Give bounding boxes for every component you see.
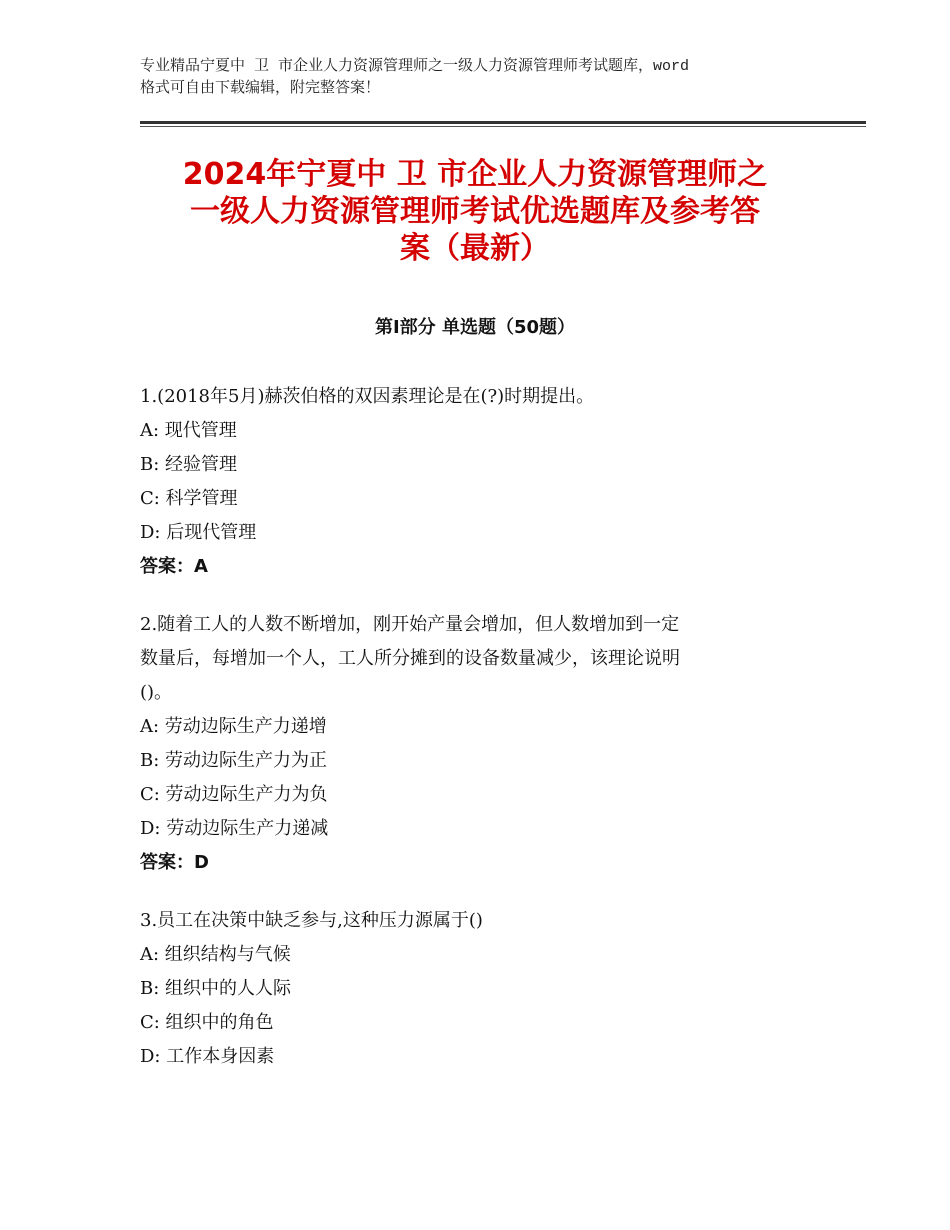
question-stem: 1.(2018年5月)赫茨伯格的双因素理论是在(?)时期提出。: [140, 386, 595, 407]
title-line: 2024年宁夏中 卫 市企业人力资源管理师之: [182, 157, 768, 192]
option-c: C: 科学管理: [140, 488, 238, 509]
title-line: 一级人力资源管理师考试优选题库及参考答: [190, 194, 760, 229]
question-stem: 3.员工在决策中缺乏参与,这种压力源属于(): [140, 910, 483, 931]
question-2: [140, 608, 820, 880]
question-stem: 2.随着工人的人数不断增加，刚开始产量会增加，但人数增加到一定: [140, 614, 680, 635]
answer-label: 答案：D: [140, 852, 209, 873]
question-stem: 数量后，每增加一个人，工人所分摊到的设备数量减少，该理论说明: [140, 648, 680, 669]
option-b: B: 劳动边际生产力为正: [140, 750, 328, 771]
header-divider: [140, 121, 866, 124]
option-a: A: 劳动边际生产力递增: [140, 716, 327, 737]
option-b: B: 经验管理: [140, 454, 238, 475]
question-3: [140, 904, 820, 1074]
option-c: C: 组织中的角色: [140, 1012, 274, 1033]
section-title: 第Ⅰ部分 单选题（50题）: [374, 317, 575, 338]
question-1: [140, 380, 820, 584]
header-note: [140, 56, 830, 100]
option-d: D: 工作本身因素: [140, 1046, 275, 1067]
option-c: C: 劳动边际生产力为负: [140, 784, 328, 805]
document-title: [120, 156, 830, 267]
answer-label: 答案：A: [140, 556, 208, 577]
title-line: 案（最新）: [400, 231, 550, 266]
option-b: B: 组织中的人人际: [140, 978, 292, 999]
header-note-line: 格式可自由下载编辑，附完整答案！: [140, 80, 381, 97]
question-list: [140, 380, 820, 1098]
option-a: A: 现代管理: [140, 420, 237, 441]
option-d: D: 劳动边际生产力递减: [140, 818, 329, 839]
question-stem: ()。: [140, 682, 173, 703]
option-a: A: 组织结构与气候: [140, 944, 291, 965]
header-note-line: 专业精品宁夏中 卫 市企业人力资源管理师之一级人力资源管理师考试题库，word: [140, 58, 690, 75]
option-d: D: 后现代管理: [140, 522, 257, 543]
header-divider-thin: [140, 126, 866, 127]
